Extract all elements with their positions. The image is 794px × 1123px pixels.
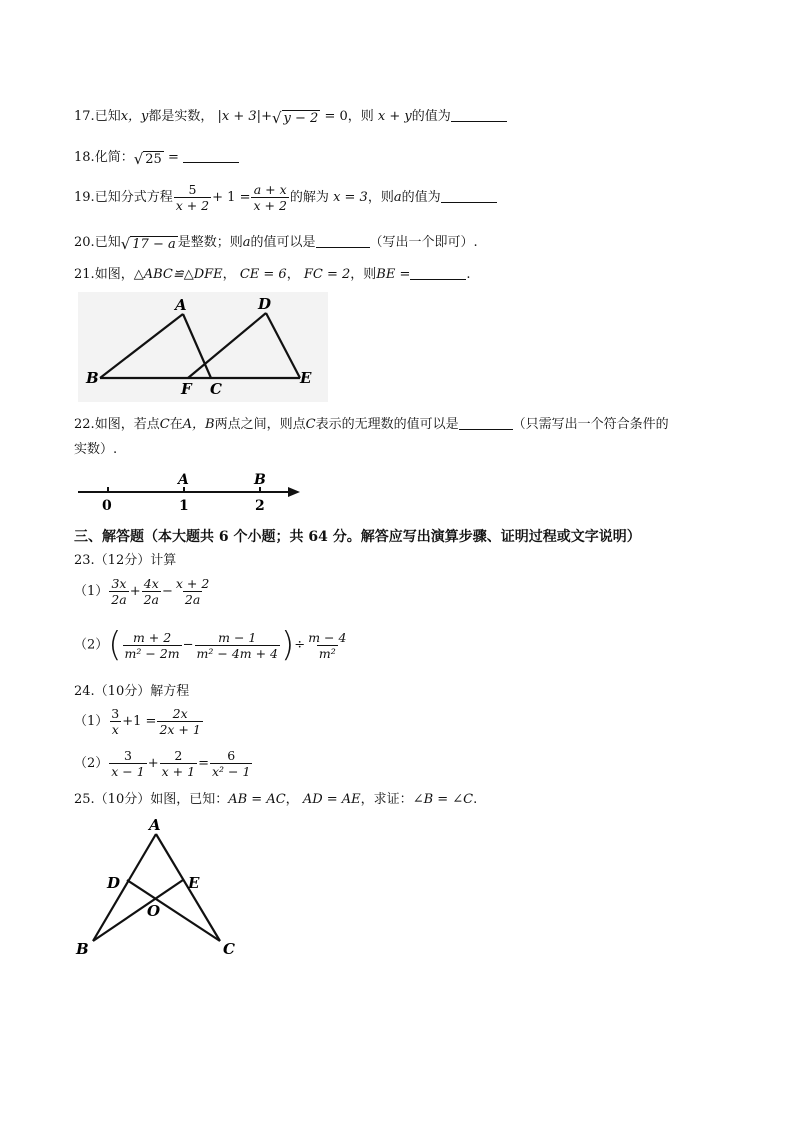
label-f: F <box>181 380 192 398</box>
label-c: C <box>223 940 235 958</box>
question-22-cont: 实数）. <box>74 442 118 457</box>
answer-blank[interactable] <box>441 202 497 203</box>
fraction: $\frac{3}{x}$ <box>111 706 120 737</box>
question-21: 21.如图，△ABC≌△DFE， CE = 6， FC = 2，则BE = . <box>74 267 471 282</box>
question-23-heading: 23.（12分）计算 <box>74 553 177 568</box>
label-a: A <box>149 816 161 834</box>
point-b-label: B <box>254 472 266 488</box>
tick-label-0: 0 <box>102 498 112 514</box>
fraction: $\frac{x + 2}{2a}$ <box>175 576 210 607</box>
fraction: $\frac{3}{x - 1}$ <box>111 748 145 779</box>
segment-cd <box>127 880 220 941</box>
radical: √ y − 2 <box>271 109 319 127</box>
fraction: $\frac{m + 2}{\text{m² − 2m}}$ <box>124 629 180 661</box>
question-19: 19.已知分式方程 $\frac{5}{x + 2}$ + 1 = $\frac{a + x}{x + 2}$ 的解为 x = 3，则a的值为 <box>74 182 497 213</box>
answer-blank[interactable] <box>410 279 466 280</box>
question-24-part-1: （1） $\frac{3}{x}$ +1 = $\frac{2x}{2x + 1}$ <box>74 706 201 737</box>
label-o: O <box>147 902 161 920</box>
label-a: A <box>175 296 187 314</box>
question-18: 18.化简： √ 25 = <box>74 149 239 167</box>
answer-blank[interactable] <box>183 162 239 163</box>
question-23-part-1: （1） $\frac{3x}{2a}$ + $\frac{4x}{2a}$ − $\frac{x + 2}{2a}$ <box>74 576 210 607</box>
figure-background <box>78 292 328 402</box>
label-d: D <box>107 874 121 892</box>
radical: √ 17 − a <box>120 235 176 253</box>
label-b: B <box>76 940 89 958</box>
arrow-head <box>288 487 300 497</box>
tick-label-2: 2 <box>255 498 265 514</box>
fraction: $\frac{m - 1}{\text{m² − 4m + 4}}$ <box>196 629 279 661</box>
label-c: C <box>210 380 222 398</box>
label-b: B <box>86 369 99 387</box>
fraction: $\frac{6}{\text{x² − 1}}$ <box>211 748 251 779</box>
question-25: 25.（10分）如图，已知：AB = AC， AD = AE，求证：∠B = ∠C. <box>74 792 478 807</box>
fraction: $\frac{m - 4}{\text{m²}}$ <box>308 629 347 661</box>
point-a-label: A <box>178 472 189 488</box>
fraction: $\frac{5}{x + 2}$ <box>175 182 210 213</box>
question-17: 17.已知x，y都是实数， |x + 3|+ √ y − 2 = 0，则 x + y的值为 <box>74 108 507 126</box>
fraction: $\frac{2x}{2x + 1}$ <box>159 706 201 737</box>
question-24-heading: 24.（10分）解方程 <box>74 684 190 699</box>
figure-21-triangles <box>78 292 328 402</box>
label-e: E <box>300 369 312 387</box>
answer-blank[interactable] <box>451 121 507 122</box>
question-24-part-2: （2） $\frac{3}{x - 1}$ + $\frac{2}{x + 1}$ = $\frac{6}{\text{x² − 1}}$ <box>74 748 251 779</box>
figure-22-number-line <box>74 470 306 514</box>
section-3-heading: 三、解答题（本大题共 6 个小题；共 64 分。解答应写出演算步骤、证明过程或文字说明） <box>74 529 641 545</box>
answer-blank[interactable] <box>316 247 370 248</box>
answer-blank[interactable] <box>459 429 513 430</box>
label-e: E <box>188 874 200 892</box>
question-22: 22.如图，若点C在A，B两点之间，则点C表示的无理数的值可以是 （只需写出一个符合条件的 <box>74 417 669 432</box>
segment-ab <box>93 834 156 941</box>
tick-label-1: 1 <box>179 498 189 514</box>
label-d: D <box>258 295 272 313</box>
figure-25-triangle <box>70 814 250 964</box>
question-23-part-2: （2）( $\frac{m + 2}{\text{m² − 2m}}$ − $\frac{m - 1}{\text{m² − 4m + 4}}$ )÷ $\frac{m - 4}{\text{m²}}$ <box>74 625 347 665</box>
fraction: $\frac{a + x}{x + 2}$ <box>253 182 287 213</box>
fraction: $\frac{4x}{2a}$ <box>143 576 159 607</box>
radical: √ 25 <box>133 150 162 168</box>
fraction: $\frac{3x}{2a}$ <box>111 576 127 607</box>
fraction: $\frac{2}{x + 1}$ <box>161 748 196 779</box>
question-20: 20.已知 √ 17 − a 是整数；则a的值可以是 （写出一个即可）. <box>74 235 478 253</box>
